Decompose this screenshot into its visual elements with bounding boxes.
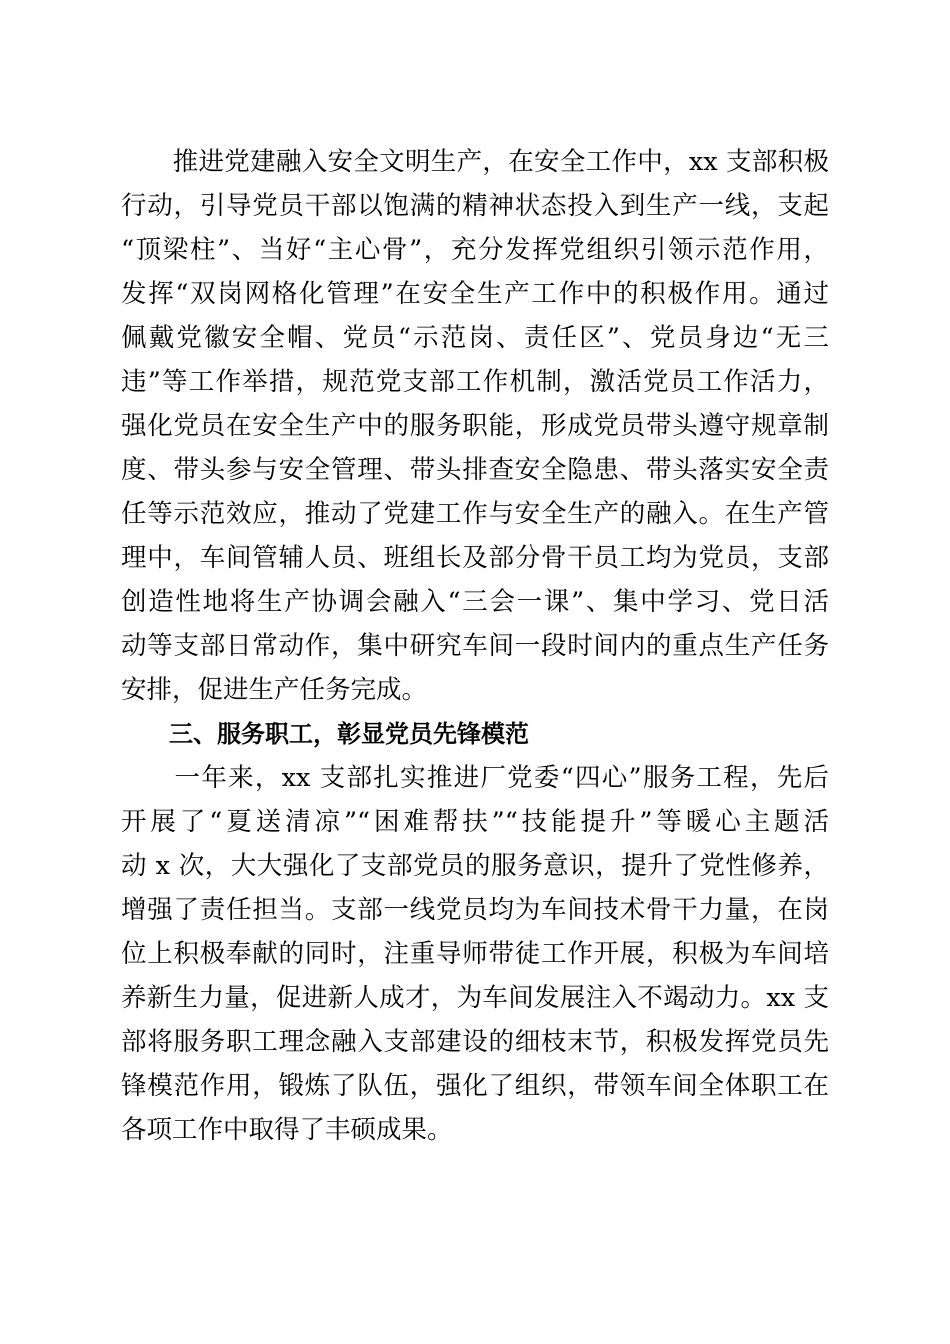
text-line: 违”等工作举措，规范党支部工作机制，激活党员工作活力，	[121, 367, 829, 397]
text-line: 推进党建融入安全文明生产，在安全工作中，xx 支部积极	[121, 147, 829, 177]
section-heading: 三、服务职工，彰显党员先锋模范	[121, 720, 529, 748]
text-line: 强化党员在安全生产中的服务职能，形成党员带头遵守规章制	[121, 411, 829, 441]
document-body	[121, 140, 829, 1152]
text-line: 开展了“夏送清凉”“困难帮扶”“技能提升”等暖心主题活	[121, 807, 829, 837]
text-line: 行动，引导党员干部以饱满的精神状态投入到生产一线，支起	[121, 191, 829, 221]
text-line: “顶梁柱”、当好“主心骨”，充分发挥党组织引领示范作用，	[121, 235, 829, 265]
text-line: 部将服务职工理念融入支部建设的细枝末节，积极发挥党员先	[121, 1027, 829, 1057]
text-line: 安排，促进生产任务完成。	[121, 675, 428, 705]
text-line: 发挥“双岗网格化管理”在安全生产工作中的积极作用。通过	[121, 279, 829, 309]
text-line: 动 x 次，大大强化了支部党员的服务意识，提升了党性修养，	[121, 851, 829, 881]
text-line: 度、带头参与安全管理、带头排查安全隐患、带头落实安全责	[121, 455, 829, 485]
text-line: 佩戴党徽安全帽、党员“示范岗、责任区”、党员身边“无三	[121, 323, 829, 353]
text-line: 各项工作中取得了丰硕成果。	[121, 1115, 453, 1145]
text-line: 一年来，xx 支部扎实推进厂党委“四心”服务工程，先后	[121, 763, 829, 793]
text-line: 养新生力量，促进新人成才，为车间发展注入不竭动力。xx 支	[121, 983, 829, 1013]
paragraph-safety-production	[121, 140, 829, 712]
text-line: 增强了责任担当。支部一线党员均为车间技术骨干力量，在岗	[121, 895, 829, 925]
text-line: 动等支部日常动作，集中研究车间一段时间内的重点生产任务	[121, 631, 829, 661]
text-line: 锋模范作用，锻炼了队伍，强化了组织，带领车间全体职工在	[121, 1071, 829, 1101]
text-line: 理中，车间管辅人员、班组长及部分骨干员工均为党员，支部	[121, 543, 829, 573]
text-line: 创造性地将生产协调会融入“三会一课”、集中学习、党日活	[121, 587, 829, 617]
text-line: 位上积极奉献的同时，注重导师带徒工作开展，积极为车间培	[121, 939, 829, 969]
paragraph-serve-workers	[121, 756, 829, 1152]
text-line: 任等示范效应，推动了党建工作与安全生产的融入。在生产管	[121, 499, 829, 529]
section-heading-serve-workers	[121, 712, 829, 756]
